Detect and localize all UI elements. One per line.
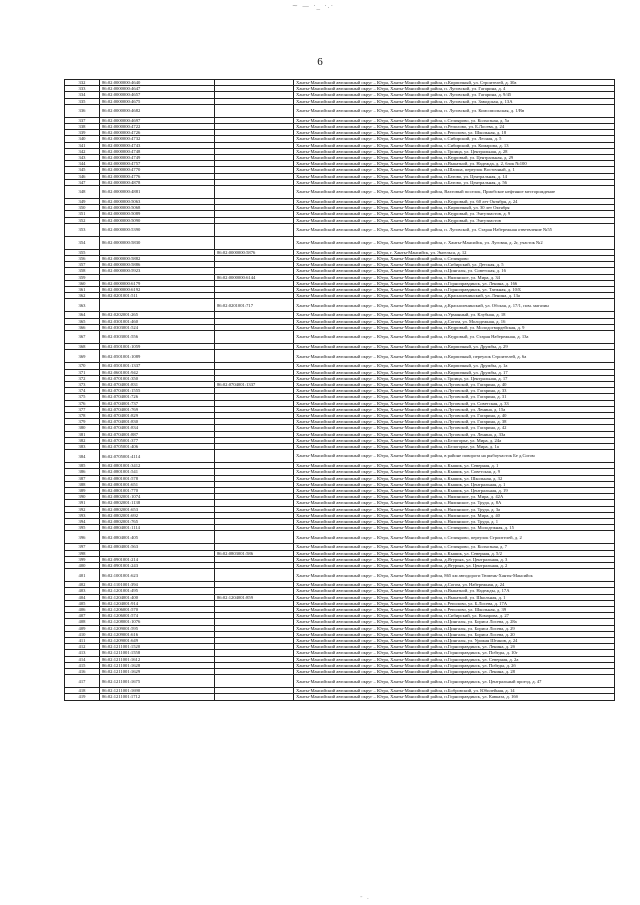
cadastral-number-cell: 86:02:0802001:653 — [100, 506, 215, 512]
address-cell: Ханты-Мансийский автономный округ – Югра, Ханты-Мансийский район, п.Горноправдинск, ул. Ленина, д. 2б — [294, 644, 615, 650]
row-number-cell: 388 — [65, 481, 100, 487]
cadastral-number-cell: 86:02:0501001:1089 — [100, 350, 215, 363]
row-number-cell: 340 — [65, 136, 100, 142]
address-cell: Ханты-Мансийский автономный округ – Югра, Ханты-Мансийский район, п.Горноправдинск, ул. Кавказа, д. 16б — [294, 694, 615, 700]
row-number-cell: 376 — [65, 400, 100, 406]
row-number-cell: 406 — [65, 607, 100, 613]
linked-cadastral-number-cell: 86:02:0704001:1337 — [215, 381, 294, 387]
cadastral-number-cell: 86:02:1211001:1675 — [100, 675, 215, 688]
row-number-cell: 409 — [65, 625, 100, 631]
cadastral-number-cell: 86:02:1209001:616 — [100, 631, 215, 637]
address-cell: Ханты-Мансийский автономный округ – Югра, Ханты-Мансийский район, с.Кышик, ул. Центральная, д. 19 — [294, 487, 615, 493]
table-row — [65, 236, 615, 249]
address-cell: Ханты-Мансийский автономный округ – Югра, Ханты-Мансийский район, с.Селиярово — [294, 256, 615, 262]
cadastral-number-cell: 86:02:1206001:570 — [100, 607, 215, 613]
address-cell: Ханты-Мансийский автономный округ – Югра, Ханты-Мансийский район, п. Луговской, ул. Комсомольская, д. 1/Вв — [294, 104, 615, 117]
address-cell: Ханты-Мансийский автономный округ – Югра, Ханты-Мансийский район, п.Луговской, ул. Гагарина, д. 33 — [294, 388, 615, 394]
address-cell: Ханты-Мансийский автономный округ – Югра, Ханты-Мансийский район, п.Горноправдинск, ул. Таежная, д. 10/Б — [294, 287, 615, 293]
row-number-cell: 339 — [65, 130, 100, 136]
cadastral-number-cell: 86:02:0000000:4732 — [100, 136, 215, 142]
row-number-cell: 381 — [65, 431, 100, 437]
cadastral-number-cell: 86:02:0000000:4881 — [100, 186, 215, 199]
address-cell: Ханты-Мансийский автономный округ – Югра, Ханты-Мансийский район, с.Нялинское, ул. Труда, д. 8А — [294, 500, 615, 506]
row-number-cell: 338 — [65, 124, 100, 130]
address-cell: Ханты-Мансийский автономный округ – Югра, Ханты-Мансийский район, Вахтовый поселок, Приобское нефтяное месторождение — [294, 186, 615, 199]
cadastral-number-cell: 86:02:0000000:4748 — [100, 148, 215, 154]
cadastral-number-cell: 86:02:0704001:834 — [100, 425, 215, 431]
row-number-cell: 390 — [65, 494, 100, 500]
address-cell: Ханты-Мансийский автономный округ – Югра, Ханты-Мансийский район, с.Нялинское, ул. Труда, д. 3а — [294, 506, 615, 512]
row-number-cell: 362 — [65, 293, 100, 299]
cadastral-number-cell: 86:02:0705001:4114 — [100, 450, 215, 463]
row-number-cell: 346 — [65, 173, 100, 179]
row-number-cell: 350 — [65, 205, 100, 211]
row-number-cell: 379 — [65, 419, 100, 425]
row-number-cell: 389 — [65, 487, 100, 493]
cadastral-number-cell: 86:02:1206001:574 — [100, 613, 215, 619]
cadastral-number-cell: 86:02:0000000:5089 — [100, 211, 215, 217]
cadastral-number-cell: 86:02:0804001:563 — [100, 544, 215, 550]
cadastral-number-cell: 86:02:0000000:5923 — [100, 268, 215, 274]
linked-cadastral-number-cell — [215, 675, 294, 688]
address-cell: Ханты-Мансийский автономный округ – Югра, Ханты-Мансийский район, п.Реполово, ул. Б.Лосева, д. 24 — [294, 124, 615, 130]
cadastral-number-cell: 86:02:0802001:692 — [100, 512, 215, 518]
cadastral-number-cell: 86:02:0802001:1138 — [100, 500, 215, 506]
row-number-cell: 401 — [65, 569, 100, 582]
row-number-cell: 347 — [65, 179, 100, 185]
row-number-cell: 393 — [65, 512, 100, 518]
row-number-cell: 341 — [65, 142, 100, 148]
cadastral-number-cell: 86:02:0802001:1074 — [100, 494, 215, 500]
address-cell: Ханты-Мансийский автономный округ – Югра, Ханты-Мансийский район, п. Луговской, ул. Заводская, д. 13А — [294, 98, 615, 104]
row-number-cell: 403 — [65, 588, 100, 594]
cadastral-number-cell: 86:02:0000000:5830 — [100, 236, 215, 249]
cadastral-number-cell: 86:02:0704001:887 — [100, 431, 215, 437]
linked-cadastral-number-cell: 86:02:0000000:5876 — [215, 249, 294, 255]
linked-cadastral-number-cell — [215, 331, 294, 344]
row-number-cell: 378 — [65, 412, 100, 418]
linked-cadastral-number-cell — [215, 569, 294, 582]
row-number-cell: 372 — [65, 375, 100, 381]
cadastral-number-cell: 86:02:0701001:350 — [100, 375, 215, 381]
address-cell: Ханты-Мансийский автономный округ – Югра, Ханты-Мансийский район, п.Цингалы, ул. Бориса Лосева, д. 29 — [294, 625, 615, 631]
row-number-cell: 357 — [65, 262, 100, 268]
cadastral-number-cell: 86:02:0000000:4697 — [100, 117, 215, 123]
cadastral-number-cell: 86:02:1211001:1612 — [100, 656, 215, 662]
address-cell: Ханты-Мансийский автономный округ – Югра, Ханты-Мансийский район, с.Реполово, ул. Школьная, д. 39 — [294, 607, 615, 613]
cadastral-number-cell: 86:02:0000000:4757 — [100, 161, 215, 167]
row-number-cell: 384 — [65, 450, 100, 463]
address-cell: Ханты-Мансийский автономный округ – Югра, Ханты-Мансийский район, с.Кышик, ул. Школьная, д. 32 — [294, 475, 615, 481]
address-cell: Ханты-Мансийский автономный округ – Югра, Ханты-Мансийский район, п.Белогорье, ул. Мира, д. 1а — [294, 443, 615, 449]
cadastral-number-cell: 86:02:0000000:5090 — [100, 217, 215, 223]
cadastral-number-cell: 86:02:0000000:4749 — [100, 155, 215, 161]
address-cell: Ханты-Мансийский автономный округ – Югра, Ханты-Мансийский район, п.Луговской, ул. Гагарина, д. 38 — [294, 419, 615, 425]
row-number-cell: 368 — [65, 344, 100, 350]
cadastral-number-cell: 86:02:0501001:1337 — [100, 363, 215, 369]
row-number-cell: 391 — [65, 500, 100, 506]
row-number-cell: 369 — [65, 350, 100, 363]
cadastral-number-cell: 86:02:0000000:6192 — [100, 287, 215, 293]
cadastral-number-cell: 86:02:0000000:5882 — [100, 256, 215, 262]
row-number-cell: 415 — [65, 662, 100, 668]
row-number-cell: 398 — [65, 550, 100, 556]
row-number-cell: 370 — [65, 363, 100, 369]
cadastral-number-cell: 86:02:1211001:1690 — [100, 688, 215, 694]
row-number-cell: 351 — [65, 211, 100, 217]
cadastral-number-cell: 86:02:0000000:4776 — [100, 173, 215, 179]
address-cell: Ханты-Мансийский автономный округ – Югра, Ханты-Мансийский район, с.Реполово, ул. Школьная, д. 18 — [294, 130, 615, 136]
address-cell: Ханты-Мансийский автономный округ – Югра, Ханты-Мансийский район, г. Ханты-Мансийск, ул. Луговая, д. 2г, участок №2 — [294, 236, 615, 249]
row-number-cell: 356 — [65, 256, 100, 262]
row-number-cell: 359 — [65, 274, 100, 280]
address-cell: Ханты-Мансийский автономный округ – Югра, Ханты-Мансийский район, с.Троица, ул. Центральная, д. 28 — [294, 148, 615, 154]
address-cell: Ханты-Мансийский автономный округ – Югра, Ханты-Мансийский район, д.Красноленинский, ул. Обская, д. 17/1, пом. магазин — [294, 299, 615, 312]
address-cell: Ханты-Мансийский автономный округ – Югра, Ханты-Мансийский район, п.Цингалы, ул. Бориса Лосева, д. 20 — [294, 631, 615, 637]
cadastral-number-cell: 86:02:1001001:623 — [100, 569, 215, 582]
row-number-cell: 342 — [65, 148, 100, 154]
row-number-cell: 412 — [65, 644, 100, 650]
cadastral-number-cell: 86:02:0000000:5068 — [100, 205, 215, 211]
address-cell: Ханты-Мансийский автономный округ – Югра, Ханты-Мансийский район, п.Цингалы, ул. Бориса Лосева, д. 28а — [294, 619, 615, 625]
table-row — [65, 569, 615, 582]
address-cell: Ханты-Мансийский автономный округ – Югра, Ханты-Мансийский район, п.Горноправдинск, ул. Северная, д. 2а — [294, 656, 615, 662]
cadastral-number-cell: 86:02:0000000:4682 — [100, 104, 215, 117]
address-cell: Ханты-Мансийский автономный округ – Югра, Ханты-Мансийский район, п.Горноправдинск, ул. Ленина, д. 28 — [294, 669, 615, 675]
linked-cadastral-number-cell — [215, 531, 294, 544]
row-number-cell: 414 — [65, 656, 100, 662]
row-number-cell: 413 — [65, 650, 100, 656]
row-number-cell: 348 — [65, 186, 100, 199]
row-number-cell: 392 — [65, 506, 100, 512]
cadastral-number-cell: 86:02:0000000:4726 — [100, 130, 215, 136]
table-row — [65, 223, 615, 236]
address-cell: Ханты-Мансийский автономный округ – Югра, Ханты-Мансийский район, п.Луговской, ул. Гагарина, д. 40 — [294, 381, 615, 387]
row-number-cell: 416 — [65, 669, 100, 675]
row-number-cell: 367 — [65, 331, 100, 344]
cadastral-number-cell: 86:02:0901001:214 — [100, 556, 215, 562]
cadastral-number-cell: 86:02:1204001:400 — [100, 594, 215, 600]
address-cell: Ханты-Мансийский автономный округ – Югра, Ханты-Мансийский район, с.Нялинское, ул. Труда, д. 1 — [294, 518, 615, 524]
cadastral-number-cell: 86:02:0303001:556 — [100, 331, 215, 344]
row-number-cell: 385 — [65, 463, 100, 469]
address-cell: Ханты-Мансийский автономный округ – Югра, Ханты-Мансийский район, п.Кирпичный, ул. 30 лет Октября — [294, 205, 615, 211]
address-cell: Ханты-Мансийский автономный округ – Югра, Ханты-Мансийский район, п.Кирпичный, переулок Строителей, д. 6а — [294, 350, 615, 363]
table-row — [65, 350, 615, 363]
linked-cadastral-number-cell — [215, 104, 294, 117]
cadastral-number-cell: 86:02:0000000:4770 — [100, 167, 215, 173]
cadastral-number-cell: 86:02:0000000:4657 — [100, 92, 215, 98]
cadastral-number-cell: 86:02:0801001:3412 — [100, 463, 215, 469]
cadastral-number-cell: 86:02:0801001:578 — [100, 475, 215, 481]
row-number-cell: 336 — [65, 104, 100, 117]
row-number-cell: 344 — [65, 161, 100, 167]
table-row — [65, 675, 615, 688]
linked-cadastral-number-cell — [215, 350, 294, 363]
row-number-cell: 358 — [65, 268, 100, 274]
cadastral-number-cell — [100, 299, 215, 312]
address-cell: Ханты-Мансийский автономный округ – Югра, Ханты-Мансийский район, с.Сибирский, ул. Комарова, д. 13 — [294, 142, 615, 148]
address-cell: Ханты-Мансийский автономный округ – Югра, Ханты-Мансийский район, п.Кедровый, ул. 60 лет Октября, д. 24 — [294, 199, 615, 205]
address-cell: Ханты-Мансийский автономный округ – Югра, Ханты-Мансийский район, п.Луговской, ул. Ленина, д. 15а — [294, 406, 615, 412]
address-cell: Ханты-Мансийский автономный округ – Югра, Ханты-Мансийский район, д.Ягурьях, ул. Центральная, д. 3 — [294, 556, 615, 562]
cadastral-number-cell: 86:02:1201001:495 — [100, 588, 215, 594]
cadastral-number-cell: 86:02:0201001:511 — [100, 293, 215, 299]
table-row — [65, 299, 615, 312]
row-number-cell: 417 — [65, 675, 100, 688]
address-cell: Ханты-Мансийский автономный округ – Югра, Ханты-Мансийский район, п.Луговской, ул. Гагарина, д. 42 — [294, 425, 615, 431]
row-number-cell: 353 — [65, 223, 100, 236]
row-number-cell: 332 — [65, 80, 100, 86]
row-number-cell: 334 — [65, 92, 100, 98]
page-number: 6 — [317, 56, 323, 68]
cadastral-number-cell: 86:02:1211001:1629 — [100, 669, 215, 675]
address-cell: Ханты-Мансийский автономный округ – Югра, Ханты-Мансийский район, п. Луговской, ул. Гагарина, д. 4 — [294, 86, 615, 92]
cadastral-number-cell: 86:02:0801001:770 — [100, 487, 215, 493]
address-cell: Ханты-Мансийский автономный округ – Югра, Ханты-Мансийский район, с.Сибирский, ул. Лесная, д. 5 — [294, 136, 615, 142]
address-cell: Ханты-Мансийский автономный округ – Югра, Ханты-Мансийский район, п.Горноправдинск, ул. Ленина, д. 166 — [294, 280, 615, 286]
cadastral-number-cell: 86:02:0704001:769 — [100, 406, 215, 412]
cadastral-number-cell: 86:02:1211001:1520 — [100, 644, 215, 650]
linked-cadastral-number-cell — [215, 236, 294, 249]
address-cell: Ханты-Мансийский автономный округ – Югра, Ханты-Мансийский район, с.Кышик, ул. Советская, д. 9 — [294, 469, 615, 475]
address-cell: Ханты-Мансийский автономный округ – Югра, Ханты-Мансийский район, п.Батово, ул. Центральная, д. 14 — [294, 173, 615, 179]
cadastral-number-cell: 86:02:0000000:4647 — [100, 86, 215, 92]
row-number-cell: 404 — [65, 594, 100, 600]
address-cell: Ханты-Мансийский автономный округ – Югра, Ханты-Мансийский район, с.Селиярово, ул. Колхозная, д. 5а — [294, 117, 615, 123]
address-cell: Ханты-Мансийский автономный округ – Югра, г. Ханты-Мансийск, ул. Энгельса, д. 12 — [294, 249, 615, 255]
cadastral-number-cell: 86:02:0501001:1059 — [100, 344, 215, 350]
cadastral-number-cell: 86:02:1208001:1076 — [100, 619, 215, 625]
cadastral-number-cell: 86:02:0804001:1114 — [100, 525, 215, 531]
registry-table-container — [64, 79, 594, 874]
cadastral-number-cell: 86:02:0901001:243 — [100, 562, 215, 568]
cadastral-number-cell: 86:02:1211001:1712 — [100, 694, 215, 700]
row-number-cell: 402 — [65, 582, 100, 588]
cadastral-number-cell: 86:02:0000000:4675 — [100, 98, 215, 104]
address-cell: Ханты-Мансийский автономный округ – Югра, Ханты-Мансийский район, п.Урманный, ул. Клубная, д. 18 — [294, 312, 615, 318]
address-cell: Ханты-Мансийский автономный округ – Югра, Ханты-Мансийский район, п.Цингалы, ул. Урожая Штанов, д. 24 — [294, 638, 615, 644]
cadastral-number-cell: 86:02:1211001:1628 — [100, 662, 215, 668]
cadastral-number-cell: 86:02:0704001:831 — [100, 381, 215, 387]
address-cell: Ханты-Мансийский автономный округ – Югра, Ханты-Мансийский район, п.Горноправдинск, ул. Победы, д. 2б — [294, 662, 615, 668]
address-cell: Ханты-Мансийский автономный округ – Югра, Ханты-Мансийский район, п.Луговской, ул. Ленина, д. 33а — [294, 431, 615, 437]
address-cell: Ханты-Мансийский автономный округ – Югра, Ханты-Мансийский район, п.Кирпичный, ул. Строителей, д. 30а — [294, 80, 615, 86]
address-cell: Ханты-Мансийский автономный округ – Югра, Ханты-Мансийский район, п.Сибирский, ул. Детская, д. 5 — [294, 262, 615, 268]
address-cell: Ханты-Мансийский автономный округ – Югра, Ханты-Мансийский район, п.Кедровый, ул. Центральная, д. 29 — [294, 155, 615, 161]
linked-cadastral-number-cell — [215, 223, 294, 236]
cadastral-number-cell: 86:02:0000000:5063 — [100, 199, 215, 205]
address-cell: Ханты-Мансийский автономный округ – Югра, Ханты-Мансийский район, п.Сибирский, ул. Комарова, д. 27 — [294, 613, 615, 619]
address-cell: Ханты-Мансийский автономный округ – Югра, Ханты-Мансийский район, п. Луговской, ул. Старая Набережная ответвление №55 — [294, 223, 615, 236]
address-cell: Ханты-Мансийский автономный округ – Югра, Ханты-Мансийский район, с.Селиярово, ул. Колхозная, д. 7 — [294, 544, 615, 550]
cadastral-number-cell: 86:02:1101001:394 — [100, 582, 215, 588]
address-cell: Ханты-Мансийский автономный округ – Югра, Ханты-Мансийский район, п.Цингалы, ул. Советская, д. 16 — [294, 268, 615, 274]
registry-table-body — [65, 80, 615, 701]
address-cell: Ханты-Мансийский автономный округ – Югра, Ханты-Мансийский район, д.Согом, ул. Набережная, д. 24 — [294, 582, 615, 588]
row-number-cell: 363 — [65, 299, 100, 312]
row-number-cell: 383 — [65, 443, 100, 449]
address-cell: Ханты-Мансийский автономный округ – Югра, Ханты-Мансийский район, п.Кедровый, ул. Молодогвардейская, д. 9 — [294, 324, 615, 330]
cadastral-number-cell: 86:02:0601001:942 — [100, 369, 215, 375]
cadastral-number-cell: 86:02:0000000:4743 — [100, 142, 215, 148]
row-number-cell: 349 — [65, 199, 100, 205]
address-cell: Ханты-Мансийский автономный округ – Югра, Ханты-Мансийский район, 865 км автодороги Тюмень-Ханты-Мансийск — [294, 569, 615, 582]
cadastral-number-cell: 86:02:0802001:765 — [100, 518, 215, 524]
address-cell: Ханты-Мансийский автономный округ – Югра, Ханты-Мансийский район, п.Кедровый, ул. Энтузиастов — [294, 217, 615, 223]
row-number-cell: 366 — [65, 324, 100, 330]
cadastral-number-cell: 86:02:0000000:4878 — [100, 179, 215, 185]
linked-cadastral-number-cell: 86:02:0000000:6144 — [215, 274, 294, 280]
registry-table — [64, 79, 615, 701]
address-cell: Ханты-Мансийский автономный округ – Югра, Ханты-Мансийский район, п.Луговской, ул. Гагарина, д. 31 — [294, 394, 615, 400]
address-cell: Ханты-Мансийский автономный округ – Югра, Ханты-Мансийский район, п.Выкатной, ул. Школьная, д. 1 — [294, 594, 615, 600]
cadastral-number-cell: 86:02:0704001:829 — [100, 412, 215, 418]
linked-cadastral-number-cell: 86:02:0201001:717 — [215, 299, 294, 312]
address-cell: Ханты-Мансийский автономный округ – Югра, Ханты-Мансийский район, п.Белогорье, ул. Мира, д. 24а — [294, 437, 615, 443]
address-cell: Ханты-Мансийский автономный округ – Югра, Ханты-Мансийский район, в районе поворота на рыбоучасток Бе д.Согом — [294, 450, 615, 463]
row-number-cell: 337 — [65, 117, 100, 123]
row-number-cell: 397 — [65, 544, 100, 550]
row-number-cell: 360 — [65, 280, 100, 286]
cadastral-number-cell: 86:02:1211001:1558 — [100, 650, 215, 656]
row-number-cell: 333 — [65, 86, 100, 92]
address-cell: Ханты-Мансийский автономный округ – Югра, Ханты-Мансийский район, п.Шапша, переулок Восточный, д. 1 — [294, 167, 615, 173]
row-number-cell: 418 — [65, 688, 100, 694]
row-number-cell: 410 — [65, 631, 100, 637]
address-cell: Ханты-Мансийский автономный округ – Югра, Ханты-Мансийский район, п.Луговской, ул. Гагарина, д. 40 — [294, 412, 615, 418]
address-cell: Ханты-Мансийский автономный округ – Югра, Ханты-Мансийский район, с.Нялинское, ул. Мира, д. 42А — [294, 494, 615, 500]
table-row — [65, 331, 615, 344]
table-row — [65, 450, 615, 463]
cadastral-number-cell: 86:02:0000000:4722 — [100, 124, 215, 130]
cadastral-number-cell: 86:02:0704001:726 — [100, 394, 215, 400]
row-number-cell: 395 — [65, 525, 100, 531]
row-number-cell: 345 — [65, 167, 100, 173]
address-cell: Ханты-Мансийский автономный округ – Югра, Ханты-Мансийский район, п. Луговской, ул. Гагарина, д. 9/45 — [294, 92, 615, 98]
row-number-cell: 399 — [65, 556, 100, 562]
cadastral-number-cell: 86:02:1204001:914 — [100, 600, 215, 606]
address-cell: Ханты-Мансийский автономный округ – Югра, Ханты-Мансийский район, с.Кышик, ул. Центральная, д. 1 — [294, 481, 615, 487]
linked-cadastral-number-cell: 86:02:0803001:586 — [215, 550, 294, 556]
cadastral-number-cell: 86:02:1209001:649 — [100, 638, 215, 644]
address-cell: Ханты-Мансийский автономный округ – Югра, Ханты-Мансийский район, п.Бобровский, ул. Юбилейная, д. 14 — [294, 688, 615, 694]
row-number-cell: 396 — [65, 531, 100, 544]
linked-cadastral-number-cell — [215, 186, 294, 199]
row-number-cell: 407 — [65, 613, 100, 619]
cadastral-number-cell: 86:02:0704001:1555 — [100, 388, 215, 394]
address-cell: Ханты-Мансийский автономный округ – Югра, Ханты-Мансийский район, с.Селиярово, ул. Молодежная, д. 15 — [294, 525, 615, 531]
address-cell: Ханты-Мансийский автономный округ – Югра, Ханты-Мансийский район, с.Реполово, ул. Б.Лосева, д. 17А — [294, 600, 615, 606]
address-cell: Ханты-Мансийский автономный округ – Югра, Ханты-Мансийский район, д.Ягурьях, ул. Центральная, д. 2 — [294, 562, 615, 568]
cadastral-number-cell: 86:02:0000000:6179 — [100, 280, 215, 286]
scan-artifact-top: ~ — ·_ ·.· — [292, 2, 334, 10]
row-number-cell: 408 — [65, 619, 100, 625]
cadastral-number-cell: 86:02:0303001:524 — [100, 324, 215, 330]
table-row — [65, 104, 615, 117]
table-row — [65, 186, 615, 199]
row-number-cell: 354 — [65, 236, 100, 249]
address-cell: Ханты-Мансийский автономный округ – Югра, Ханты-Мансийский район, п.Горноправдинск, ул. Победы, д. 10г — [294, 650, 615, 656]
row-number-cell: 375 — [65, 394, 100, 400]
address-cell: Ханты-Мансийский автономный округ – Югра, Ханты-Мансийский район, п.Горноправдинск, ул. Центральный проезд, д. 47 — [294, 675, 615, 688]
cadastral-number-cell: 86:02:0000000:5390 — [100, 223, 215, 236]
address-cell: Ханты-Мансийский автономный округ – Югра, Ханты-Мансийский район, п.Выкатной, ул. Надежды, д. 17А — [294, 588, 615, 594]
address-cell: Ханты-Мансийский автономный округ – Югра, Ханты-Мансийский район, с.Нялинское, ул. Мира, д. 34 — [294, 274, 615, 280]
row-number-cell: 335 — [65, 98, 100, 104]
cadastral-number-cell: 86:02:0000000:5886 — [100, 262, 215, 268]
address-cell: Ханты-Мансийский автономный округ – Югра, Ханты-Мансийский район, с.Кышик, ул. Северная, д. 5/2 — [294, 550, 615, 556]
row-number-cell: 371 — [65, 369, 100, 375]
address-cell: Ханты-Мансийский автономный округ – Югра, Ханты-Мансийский район, п.Батово, ул. Центральная, д. 56 — [294, 179, 615, 185]
scan-artifact-bottom: - . — [360, 893, 370, 901]
linked-cadastral-number-cell — [215, 694, 294, 700]
cadastral-number-cell: 86:02:0801001:541 — [100, 469, 215, 475]
cadastral-number-cell: 86:02:0804001:405 — [100, 531, 215, 544]
row-number-cell: 355 — [65, 249, 100, 255]
row-number-cell: 405 — [65, 600, 100, 606]
row-number-cell: 374 — [65, 388, 100, 394]
row-number-cell: 364 — [65, 312, 100, 318]
cadastral-number-cell: 86:02:0202001:265 — [100, 312, 215, 318]
address-cell: Ханты-Мансийский автономный округ – Югра, Ханты-Мансийский район, п.Выкатной, ул. Надежда, д. 2, блок №100 — [294, 161, 615, 167]
row-number-cell: 382 — [65, 437, 100, 443]
row-number-cell: 377 — [65, 406, 100, 412]
address-cell: Ханты-Мансийский автономный округ – Югра, Ханты-Мансийский район, п.Кедровый, ул. Старая Набережная, д. 13а — [294, 331, 615, 344]
row-number-cell: 361 — [65, 287, 100, 293]
linked-cadastral-number-cell — [215, 450, 294, 463]
cadastral-number-cell: 86:02:0000000:4640 — [100, 80, 215, 86]
address-cell: Ханты-Мансийский автономный округ – Югра, Ханты-Мансийский район, д.Красноленинский, ул. Ленина, д. 13а — [294, 293, 615, 299]
row-number-cell: 373 — [65, 381, 100, 387]
address-cell: Ханты-Мансийский автономный округ – Югра, Ханты-Мансийский район, с.Селиярово, переулок Строителей, д. 2 — [294, 531, 615, 544]
cadastral-number-cell: 86:02:0705001:377 — [100, 437, 215, 443]
row-number-cell: 380 — [65, 425, 100, 431]
address-cell: Ханты-Мансийский автономный округ – Югра, Ханты-Мансийский район, д.Согом, ул. Молодежная, д. 16 — [294, 318, 615, 324]
cadastral-number-cell: 86:02:1209001:595 — [100, 625, 215, 631]
row-number-cell: 394 — [65, 518, 100, 524]
cadastral-number-cell: 86:02:0801001:651 — [100, 481, 215, 487]
address-cell: Ханты-Мансийский автономный округ – Югра, Ханты-Мансийский район, с.Кышик, ул. Северная, д. 1 — [294, 463, 615, 469]
row-number-cell: 365 — [65, 318, 100, 324]
address-cell: Ханты-Мансийский автономный округ – Югра, Ханты-Мансийский район, с.Троица, ул. Центральная, д. 17 — [294, 375, 615, 381]
address-cell: Ханты-Мансийский автономный округ – Югра, Ханты-Мансийский район, п.Кирпичный, ул. Дружбы, д. 29 — [294, 344, 615, 350]
cadastral-number-cell: 86:02:0704001:737 — [100, 400, 215, 406]
row-number-cell: 343 — [65, 155, 100, 161]
row-number-cell: 419 — [65, 694, 100, 700]
address-cell: Ханты-Мансийский автономный округ – Югра, Ханты-Мансийский район, п.Кедровый, ул. Энтузиастов, д. 9 — [294, 211, 615, 217]
address-cell: Ханты-Мансийский автономный округ – Югра, Ханты-Мансийский район, п.Кирпичный, ул. Дружбы, д. 17 — [294, 369, 615, 375]
linked-cadastral-number-cell: 86:02:1204001:859 — [215, 594, 294, 600]
address-cell: Ханты-Мансийский автономный округ – Югра, Ханты-Мансийский район, п.Кирпичный, ул. Дружбы, д. 1а — [294, 363, 615, 369]
row-number-cell: 386 — [65, 469, 100, 475]
cadastral-number-cell: 86:02:0301001:460 — [100, 318, 215, 324]
row-number-cell: 387 — [65, 475, 100, 481]
cadastral-number-cell: 86:02:0705001:406 — [100, 443, 215, 449]
row-number-cell: 352 — [65, 217, 100, 223]
address-cell: Ханты-Мансийский автономный округ – Югра, Ханты-Мансийский район, п.Луговской, ул. Советская, д. 33 — [294, 400, 615, 406]
table-row — [65, 694, 615, 700]
row-number-cell: 411 — [65, 638, 100, 644]
table-row — [65, 531, 615, 544]
address-cell: Ханты-Мансийский автономный округ – Югра, Ханты-Мансийский район, с.Нялинское, ул. Мира, д. 40 — [294, 512, 615, 518]
row-number-cell: 400 — [65, 562, 100, 568]
cadastral-number-cell: 86:02:0704001:830 — [100, 419, 215, 425]
